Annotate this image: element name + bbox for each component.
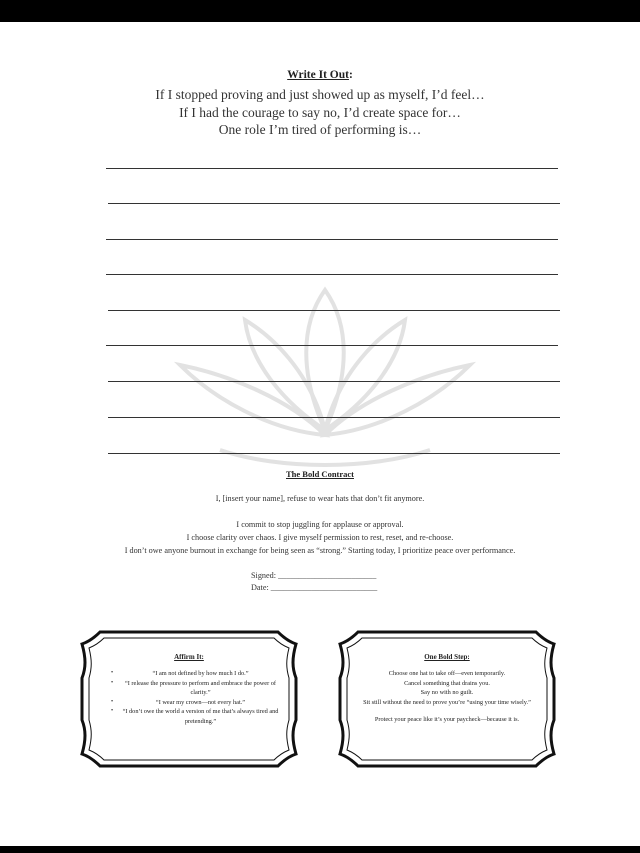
bottom-bar <box>0 846 640 853</box>
bold-step-list <box>350 669 544 725</box>
bold-contract-intro: I, [insert your name], refuse to wear hats that don’t fit anymore. <box>215 494 425 503</box>
list-item: Say no with no guilt. <box>420 689 474 697</box>
write-it-out-title <box>0 69 640 81</box>
bullet-icon: • <box>111 670 114 676</box>
bold-contract-title: The Bold Contract <box>286 469 354 479</box>
prompt-line: If I had the courage to say no, I’d create space for… <box>179 104 461 120</box>
bullet-icon: • <box>111 708 114 715</box>
writing-line[interactable] <box>108 310 560 311</box>
one-bold-step-card <box>336 628 558 770</box>
list-item: Sit still without the need to prove you’re “using your time wisely.” <box>363 698 531 706</box>
one-bold-step-title: One Bold Step: <box>424 653 470 661</box>
list-item: Cancel something that drains you. <box>404 679 490 687</box>
writing-line[interactable] <box>108 381 560 382</box>
writing-line[interactable] <box>106 345 558 346</box>
affirmation-list <box>111 669 283 727</box>
bullet-icon: • <box>111 698 114 705</box>
writing-line[interactable] <box>106 168 558 169</box>
write-it-out-title-colon: : <box>348 69 353 81</box>
write-it-out-title-text: Write It Out <box>287 69 349 81</box>
writing-line[interactable] <box>108 203 560 204</box>
writing-line[interactable] <box>108 417 560 418</box>
list-item: • “I release the pressure to perform and embrace the power of clarity.” <box>111 679 277 697</box>
signed-field[interactable]: Signed: ________________________ <box>251 571 377 580</box>
list-item: • “I wear my crown—not every hat.” <box>111 698 246 706</box>
list-item: • “I am not defined by how much I do.” <box>111 670 249 677</box>
date-field[interactable]: Date: __________________________ <box>251 583 378 592</box>
closing-line: Protect your peace like it’s your paycheck—because it is. <box>374 716 520 724</box>
writing-line[interactable] <box>108 453 560 454</box>
prompt-line: One role I’m tired of performing is… <box>218 122 422 137</box>
writing-line[interactable] <box>106 239 558 240</box>
bold-contract-body <box>0 518 640 557</box>
writing-line[interactable] <box>106 274 558 275</box>
affirm-it-card <box>78 628 300 770</box>
list-item: • “I don’t owe the world a version of me that’s always tired and pretending.” <box>111 708 279 725</box>
write-it-out-prompts <box>0 86 640 139</box>
contract-line: I choose clarity over chaos. I give myself permission to rest, reset, and re-choose. <box>186 533 454 542</box>
contract-line: I don’t owe anyone burnout in exchange for being seen as “strong.” Starting today, I prioritize peace over performance. <box>124 546 516 555</box>
top-bar <box>0 0 640 22</box>
contract-line: I commit to stop juggling for applause or approval. <box>236 520 404 529</box>
bullet-icon: • <box>111 679 114 686</box>
prompt-line: If I stopped proving and just showed up as myself, I’d feel… <box>155 87 485 102</box>
affirm-it-title: Affirm It: <box>174 653 204 661</box>
list-item: Choose one hat to take off—even temporarily. <box>388 670 506 677</box>
